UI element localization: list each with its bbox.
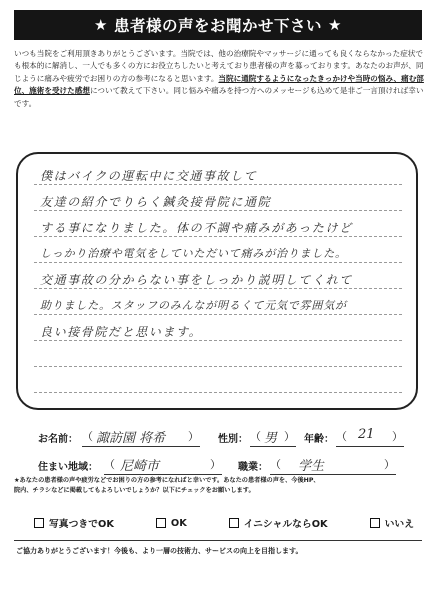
job-underline [270,474,396,475]
consent-options [34,516,414,530]
paren-open: （ [104,458,115,471]
paren-open: （ [336,430,347,443]
paren-close: ） [284,430,295,443]
paren-close: ） [392,430,403,443]
checkbox-icon[interactable] [156,518,166,528]
age-field[interactable]: 21 [358,427,375,442]
star-icon: ★ [94,16,108,34]
ruled-line [34,236,402,237]
handwritten-line: 友達の紹介でりらく鍼灸接骨院に通院 [40,195,272,209]
checkbox-icon[interactable] [34,518,44,528]
area-underline [104,474,222,475]
name-underline [82,446,200,447]
option-photo-ok[interactable] [34,516,114,530]
paren-close: ） [384,458,395,471]
age-label: 年齢： [304,434,334,445]
option-label: OK [170,517,187,529]
ruled-line [34,184,402,185]
ruled-line [34,288,402,289]
option-no[interactable] [370,516,414,530]
star-icon: ★ [328,16,342,34]
job-field[interactable]: 学生 [298,459,325,474]
handwritten-line: しっかり治療や電気をしていただいて痛みが治りました。 [40,247,347,260]
ruled-line [34,314,402,315]
gender-field[interactable]: 男 [264,431,278,446]
gender-underline [250,446,296,447]
area-field[interactable]: 尼崎市 [120,459,160,474]
option-label: いいえ [384,519,414,530]
paren-open: （ [250,430,261,443]
area-label: 住まい地域： [38,462,98,473]
consent-notes [14,476,424,495]
checkbox-icon[interactable] [229,518,239,528]
paren-close: ） [210,458,221,471]
consent-note-line: 院内、チラシなどに掲載してもよろしいでしょうか？以下にチェックをお願いします。 [14,486,255,494]
ruled-line [34,340,402,341]
ruled-line [34,392,402,393]
option-ok[interactable] [156,516,187,530]
intro-underline: 当院に通院するようになったきっかけや当時の悩み、痛む部位、施術を受けた感想 [14,73,424,96]
handwritten-line: 交通事故の分からない事をしっかり説明してくれて [40,273,353,287]
header-banner [14,10,422,40]
banner-title: 患者様の声をお聞かせ下さい [113,17,322,35]
ruled-line [34,366,402,367]
option-label: 写真つきでOK [49,519,114,530]
handwritten-line: 僕はバイクの運転中に交通事故して [40,169,258,183]
intro-part1: いつも当院をご利用頂きありがとうございます。当院では、他の治療院やマッサージに通っても良くならなかった症状でも根本的に解消し、一人でも多くの方にお役立ちしたいと考えており患者様の声を募っております。あなたのお声が、同じように痛みや疲労でお困りの方の参考になると思います。 [14,49,424,83]
consent-note-line: ★あなたの患者様の声や疲労などでお困りの方の参考になればと幸いです。あなたの患者様の声を、今後HP、 [14,477,320,484]
paren-close: ） [188,430,199,443]
option-label: イニシャルならOK [243,519,328,530]
age-underline [336,446,404,447]
intro-part2: について教えて下さい。同じ悩みや痛みを持つ方へのメッセージも込めて是非ご一言頂ければ幸いです。 [14,86,424,108]
name-field[interactable]: 諏訪園 将希 [96,431,166,446]
checkbox-icon[interactable] [370,518,380,528]
job-label: 職業： [238,462,268,473]
handwritten-line: する事になりました。体の不調や痛みがあったけど [40,221,353,235]
paren-open: （ [82,430,93,443]
name-label: お名前： [38,434,78,445]
ruled-line [34,262,402,263]
gender-label: 性別： [218,434,248,445]
option-initials-ok[interactable] [229,516,328,530]
thanks-text: ご協力ありがとうございます！今後も、より一層の技術力、サービスの向上を目指します。 [16,547,303,555]
paren-open: （ [270,458,281,471]
handwritten-line: 良い接骨院だと思います。 [40,325,203,339]
intro-text [14,48,424,110]
footer-rule [14,540,422,541]
ruled-line [34,210,402,211]
handwritten-line: 助りました。スタッフのみんなが明るくて元気で雰囲気が [40,299,347,312]
